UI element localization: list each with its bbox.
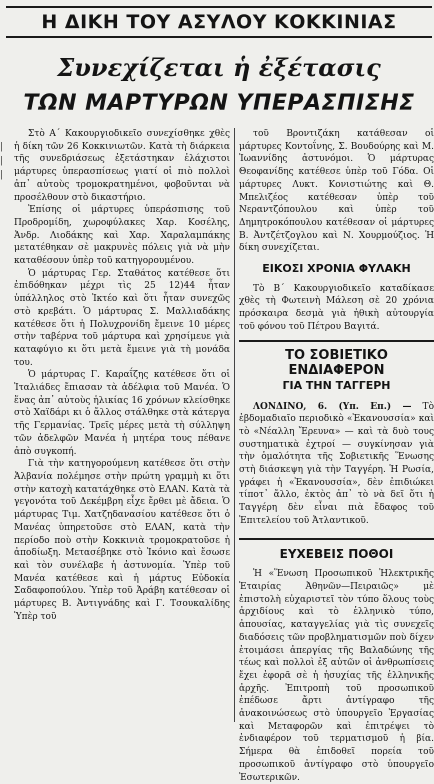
article-paragraph: Ὁ μάρτυρας Γερ. Σταθάτος κατέθεσε ὅτι ἐπιδόθηκαν μέχρι τὶς 25 12)44 ἦταν ὑπάλληλος στὸ Ἰκτέο καὶ ὅτι ἦταν συνεχῶς στὸ κρεβάτι. Ὁ μάρτυρας Σ. Μαλλιαδάκης κατέθεσε ὅτι ἡ Πολυχρονίδη ἔμεινε 10 μέρες στὴν ταβέρνα τοῦ μάρτυρα καὶ χρησίμευε γιὰ καταφύγιο κι ὅτι μετὰ ἔμεινε γιὰ τὴ μονάδα του.: [14, 268, 230, 368]
headline-main: Συνεχίζεται ἡ ἐξέτασις: [57, 53, 381, 82]
article-paragraph: τοῦ Βροντιζάκη κατάθεσαν οἱ μάρτυρες Κοντοΐνης, Σ. Βουδούρης καὶ Μ. Ἰωαννίδης ἀστυνόμοι. Ὁ μάρτυρας Θεοφανίδης κατέθεσε ὑπὲρ τοῦ Γόδα. Οἱ μάρτυρες Λυκτ. Κονιστιώτης καὶ Θ. Μπελιζέος κατέθεσαν ὑπὲρ τοῦ Νεραντζόπουλου καὶ ὑπὲρ τοῦ Δημητροκόπουλου κατέθεσαν οἱ μάρτυρες Β. Ἀντζέτζογλου καὶ Ν. Χουρμούζιος. Ἡ δίκη συνεχίζεται.: [239, 129, 434, 254]
headline-sub: ΤΩΝ ΜΑΡΤΥΡΩΝ ΥΠΕΡΑΣΠΙΣΗΣ: [23, 91, 415, 116]
subheading-tangier: ΓΙΑ ΤΗΝ ΤΑΓΓΕΡΗ: [282, 378, 391, 392]
article-text: Τὸ ἑβδομαδιαῖο περιοδικὸ «Ἐκανουσσία» καὶ τὸ «Νέαλλη Ἔρευνα» — καὶ τὰ δυὸ τους συστηματικὰ ἐχτροί — συγκίνησαν γιὰ τὴν ὁμαλότητα τῆς Σοβιετικῆς Ἕνωσης στὴ διάσκεψη γιὰ τὴν Ταγγέρη. Ἡ Ρωσία, γράφει ἡ «Ἐκανουσσία», δὲν ἐπιδιώκει τίποτ᾿ ἄλλο, ἐκτὸς ἀπ᾿ τὸ νὰ δεῖ ὅτι ἡ Ταγγέρη δὲν εἶναι πιὰ ἔδαφος τοῦ Ἐπιτελείου τοῦ Ἀτλαντικοῦ.: [239, 401, 434, 526]
left-column: [14, 128, 230, 725]
subheading-sentence: ΕΙΚΟΣΙ ΧΡΟΝΙΑ ΦΥΛΑΚΗ: [262, 262, 411, 276]
headline-kicker: Η ΔΙΚΗ ΤΟΥ ΑΣΥΛΟΥ ΚΟΚΚΙΝΙΑΣ: [6, 6, 432, 38]
subheading-soviet: ΤΟ ΣΟΒΙΕΤΙΚΟ ΕΝΔΙΑΦΕΡΟΝ: [239, 340, 434, 378]
article-paragraph: Τὸ Β΄ Κακουργιοδικεῖο καταδίκασε χθὲς τὴ Φωτεινὴ Μάλεση σὲ 20 χρόνια πρόσκαιρα δεσμὰ γιὰ ἠθικὴ αὐτουργία τοῦ φόνου τοῦ Πέτρου Βαγιτά.: [239, 283, 434, 332]
margin-marks: | | |: [0, 142, 4, 180]
article-paragraph: Ἡ «Ἕνωση Προσωπικοῦ Ἠλεκτρικῆς Ἑταιρίας Ἀθηνῶν—Πειραιῶς» μὲ ἐπιστολὴ εὐχαριστεῖ τὸν τύπο ὅλους τοὺς ἀρχιδίους καὶ τὸ ἑλληνικὸ τύπο, ἀπουσίας, καταγγελίας γιὰ τὶς συνεχεῖς διαδόσεις τῶν προβληματισμῶν ποὺ δίχεν ἑτοιμάσει ἀπεργίας τῆς Βαλαδώνης τῆς τέως καὶ πολλοὶ ἐξ αὐτῶν οἱ ἀνθρωπίσεις ἔχει ἐφορᾶ σὲ ἡ ἡσυχίας τῆς ἑλληνικῆς ἀρχῆς. Ἐπιτροπὴ τοῦ προσωπικοῦ ἐπέδωσε ἄρτι ἀντίγραφο τῆς ἀνακοινώσεως στὸ ὑπουργεῖο Ἐργασίας καὶ Μεταφορῶν καὶ ἐπιτρέψει τὸ ἐνδιαφέρον τοῦ τερματισμοῦ ἡ βία. Σήμερα θὰ ἐπιδοθεῖ πορεία τοῦ προσωπικοῦ ἀντίγραφο στὸ ὑπουργεῖο Ἐσωτερικῶν.: [239, 569, 434, 783]
article-paragraph: [239, 401, 434, 528]
article-paragraph: Ἐπίσης οἱ μάρτυρες ὑπεράσπισης τοῦ Προδρομίδη, χωροφύλακες Χαρ. Κοσέλης, Ἀνδρ. Λιοδάκης καὶ Χαρ. Χαραλαμπάκης μετατέθηκαν σὲ μακρυνὲς πόλεις γιὰ νὰ μὴν καταθέσουν ὑπὲρ τοῦ κατηγορουμένου.: [14, 205, 230, 267]
column-divider: [234, 128, 235, 722]
article-paragraph: Γιὰ τὴν κατηγορούμενη κατέθεσε ὅτι στὴν Ἀλβανία πολέμησε στὴν πρώτη γραμμὴ κι ὅτι στὴν κατοχὴ κατατάχθηκε στὸ ΕΛΑΝ. Κατὰ τὰ γεγονότα τοῦ Δεκέμβρη εἶχε ἔρθει μὲ ἄδεια. Ὁ μάρτυρας Τιμ. Χατζηδανασίου κατέθεσε ὅτι ὁ Μανέας ὑπηρετοῦσε στὸ ΕΛΑΝ, κατὰ τὴν περίοδο ποὺ στὴν Κοκκινιὰ τρομοκρατοῦσε ἡ ἀποδίωξη. Μετασέβηκε στὸ Ἰκόνιο καὶ ἔσωσε καὶ τὸν συνέλαβε ἡ ἀστυνομία. Ὑπὲρ τοῦ Μανέα κατέθεσε καὶ ἡ μάρτυς Εὐδοκία Σαδαφοπούλου. Ὑπὲρ τοῦ Ἀράβη κατέθεσαν οἱ μάρτυρες Β. Ἀντιγνάδης καὶ Γ. Τσουκαλίδης Ὑπὲρ τοῦ: [14, 459, 230, 622]
right-column: [239, 128, 434, 783]
subheading-wishes: ΕΥΧΕΒΕΙΣ ΠΟΘΟΙ: [239, 538, 434, 561]
article-paragraph: Στὸ Α΄ Κακουργιοδικεῖο συνεχίσθηκε χθὲς ἡ δίκη τῶν 26 Κοκκινιωτῶν. Κατὰ τὴ διάρκεια τῆς συνεδριάσεως ἐξετάστηκαν ἐλάχιστοι μάρτυρες ὑπερασπίσεως γιατί οἱ πιὸ πολλοὶ ἀπ᾿ αὐτοὺς τρομοκρατημένοι, φοβοῦνται νὰ προσέλθουν στὸ δικαστήριο.: [14, 129, 230, 203]
article-paragraph: Ὁ μάρτυρας Γ. Καραΐζης κατέθεσε ὅτι οἱ Ἰταλιάδες ἔπιασαν τὰ ἀδέλφια τοῦ Μανέα. Ὁ ἕνας ἀπ᾿ αὐτοὺς ἡλικίας 16 χρόνων κλείσθηκε στὸ Χαϊδάρι κι ὁ ἄλλος στάλθηκε στὰ κάτεργα τῆς Γερμανίας. Τρεῖς μέρες μετὰ τὴ σύλληψη τῶν ἀδελφῶν Μανέα ἡ μητέρα τους πέθανε ἀπὸ συγκοπή.: [14, 370, 230, 457]
dateline: ΛΟΝΔΙΝΟ, 6. (Υπ. Επ.) —: [253, 401, 412, 412]
